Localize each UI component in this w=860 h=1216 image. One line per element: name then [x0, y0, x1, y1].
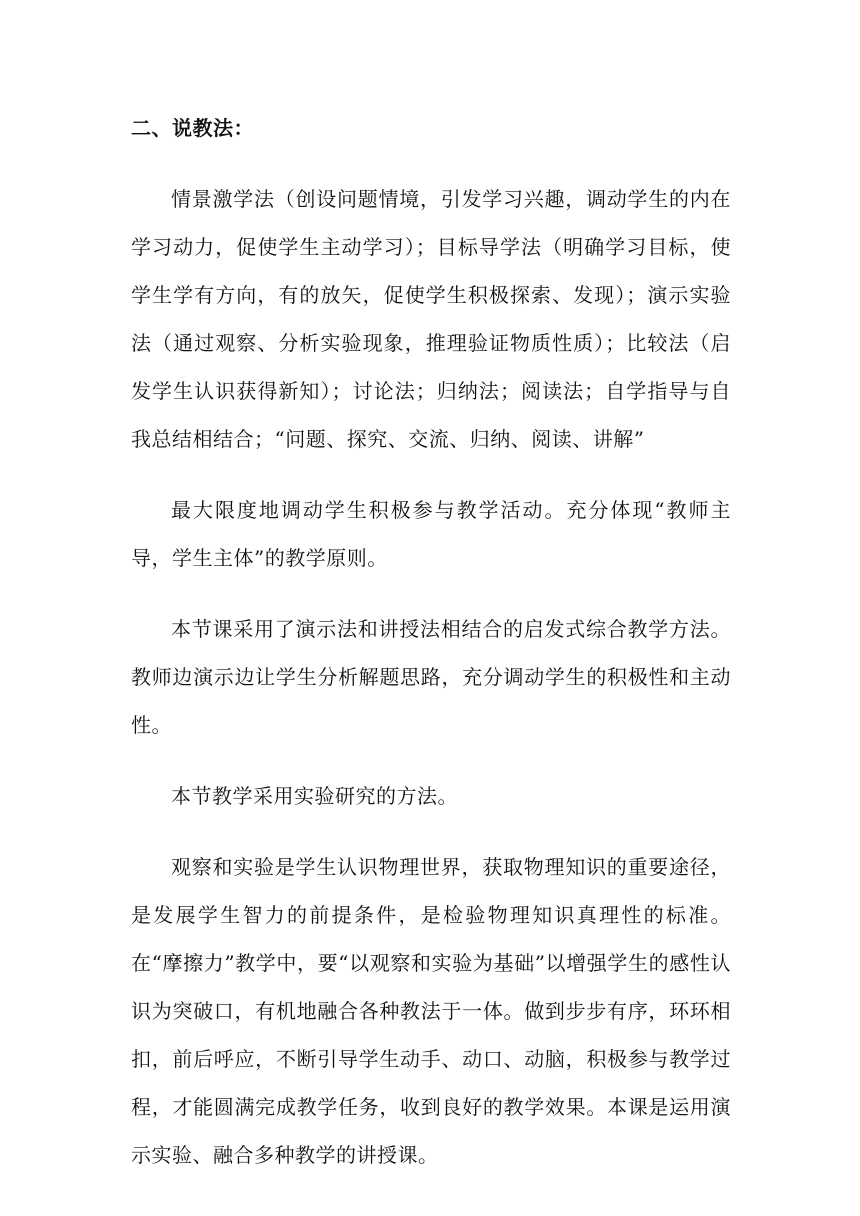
- document-body: [131, 104, 731, 1179]
- paragraph-student-participation: 最大限度地调动学生积极参与教学活动。充分体现“教师主导，学生主体”的教学原则。: [131, 498, 731, 570]
- paragraph-demonstration-lecture: 本节课采用了演示法和讲授法相结合的启发式综合教学方法。教师边演示边让学生分析解题思路，充分调动学生的积极性和主动性。: [131, 617, 731, 737]
- paragraph-experiment-research: 本节教学采用实验研究的方法。: [171, 784, 458, 808]
- paragraph-observation-experiment: 观察和实验是学生认识物理世界，获取物理知识的重要途径，是发展学生智力的前提条件，是检验物理知识真理性的标准。在“摩擦力”教学中，要“以观察和实验为基础”以增强学生的感性认识为突破口，有机地融合各种教法于一体。做到步步有序，环环相扣，前后呼应，不断引导学生动手、动口、动脑，积极参与教学过程，才能圆满完成教学任务，收到良好的教学效果。本课是运用演示实验、融合多种教学的讲授课。: [131, 855, 731, 1167]
- paragraph-teaching-methods: 情景激学法（创设问题情境，引发学习兴趣，调动学生的内在学习动力，促使学生主动学习）；目标导学法（明确学习目标，使学生学有方向，有的放矢，促使学生积极探索、发现）；演示实验法（通过观察、分析实验现象，推理验证物质性质）；比较法（启发学生认识获得新知）；讨论法；归纳法；阅读法；自学指导与自我总结相结合；“问题、探究、交流、归纳、阅读、讲解”: [131, 187, 731, 451]
- section-heading: 二、说教法：: [131, 116, 254, 140]
